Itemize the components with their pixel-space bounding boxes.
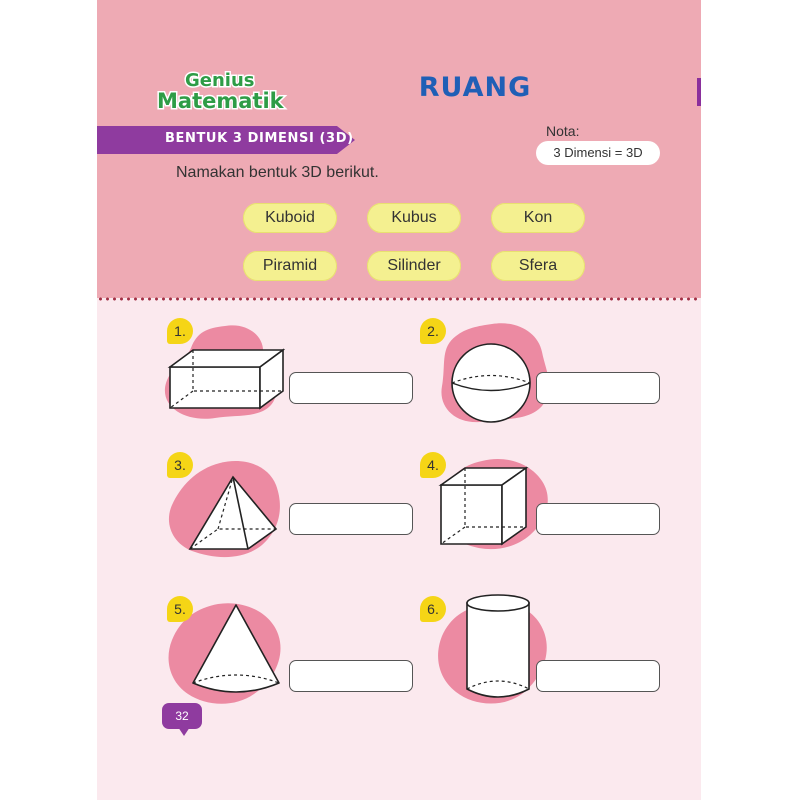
- nota-label: Nota:: [546, 123, 580, 139]
- section-banner-label: BENTUK 3 DIMENSI (3D): [165, 131, 354, 146]
- answer-box-4[interactable]: [536, 503, 660, 535]
- question-1-number: 1.: [167, 318, 193, 344]
- cone-icon: [190, 603, 282, 698]
- word-piramid: Piramid: [243, 251, 337, 281]
- sphere-icon: [448, 340, 534, 426]
- answer-box-5[interactable]: [289, 660, 413, 692]
- cube-icon: [438, 465, 530, 547]
- cuboid-icon: [165, 345, 285, 415]
- word-kubus: Kubus: [367, 203, 461, 233]
- logo-line2: Matematik: [157, 89, 284, 113]
- word-kuboid: Kuboid: [243, 203, 337, 233]
- question-6-number: 6.: [420, 596, 446, 622]
- dotted-divider: [97, 296, 701, 302]
- page-number-badge: 32: [162, 703, 202, 729]
- answer-box-2[interactable]: [536, 372, 660, 404]
- nota-box: 3 Dimensi = 3D: [536, 141, 660, 165]
- word-kon: Kon: [491, 203, 585, 233]
- word-silinder: Silinder: [367, 251, 461, 281]
- instruction-text: Namakan bentuk 3D berikut.: [176, 164, 379, 181]
- page-number-tail: [178, 727, 190, 736]
- answer-box-3[interactable]: [289, 503, 413, 535]
- page-title: RUANG: [418, 72, 532, 103]
- question-4-number: 4.: [420, 452, 446, 478]
- question-2-number: 2.: [420, 318, 446, 344]
- question-5-number: 5.: [167, 596, 193, 622]
- answer-box-1[interactable]: [289, 372, 413, 404]
- question-3-number: 3.: [167, 452, 193, 478]
- pyramid-icon: [188, 474, 288, 554]
- page-edge-tab: [697, 78, 701, 106]
- logo-line1: Genius: [185, 70, 255, 91]
- word-sfera: Sfera: [491, 251, 585, 281]
- answer-box-6[interactable]: [536, 660, 660, 692]
- genius-matematik-logo: [155, 66, 295, 114]
- cylinder-icon: [464, 592, 532, 702]
